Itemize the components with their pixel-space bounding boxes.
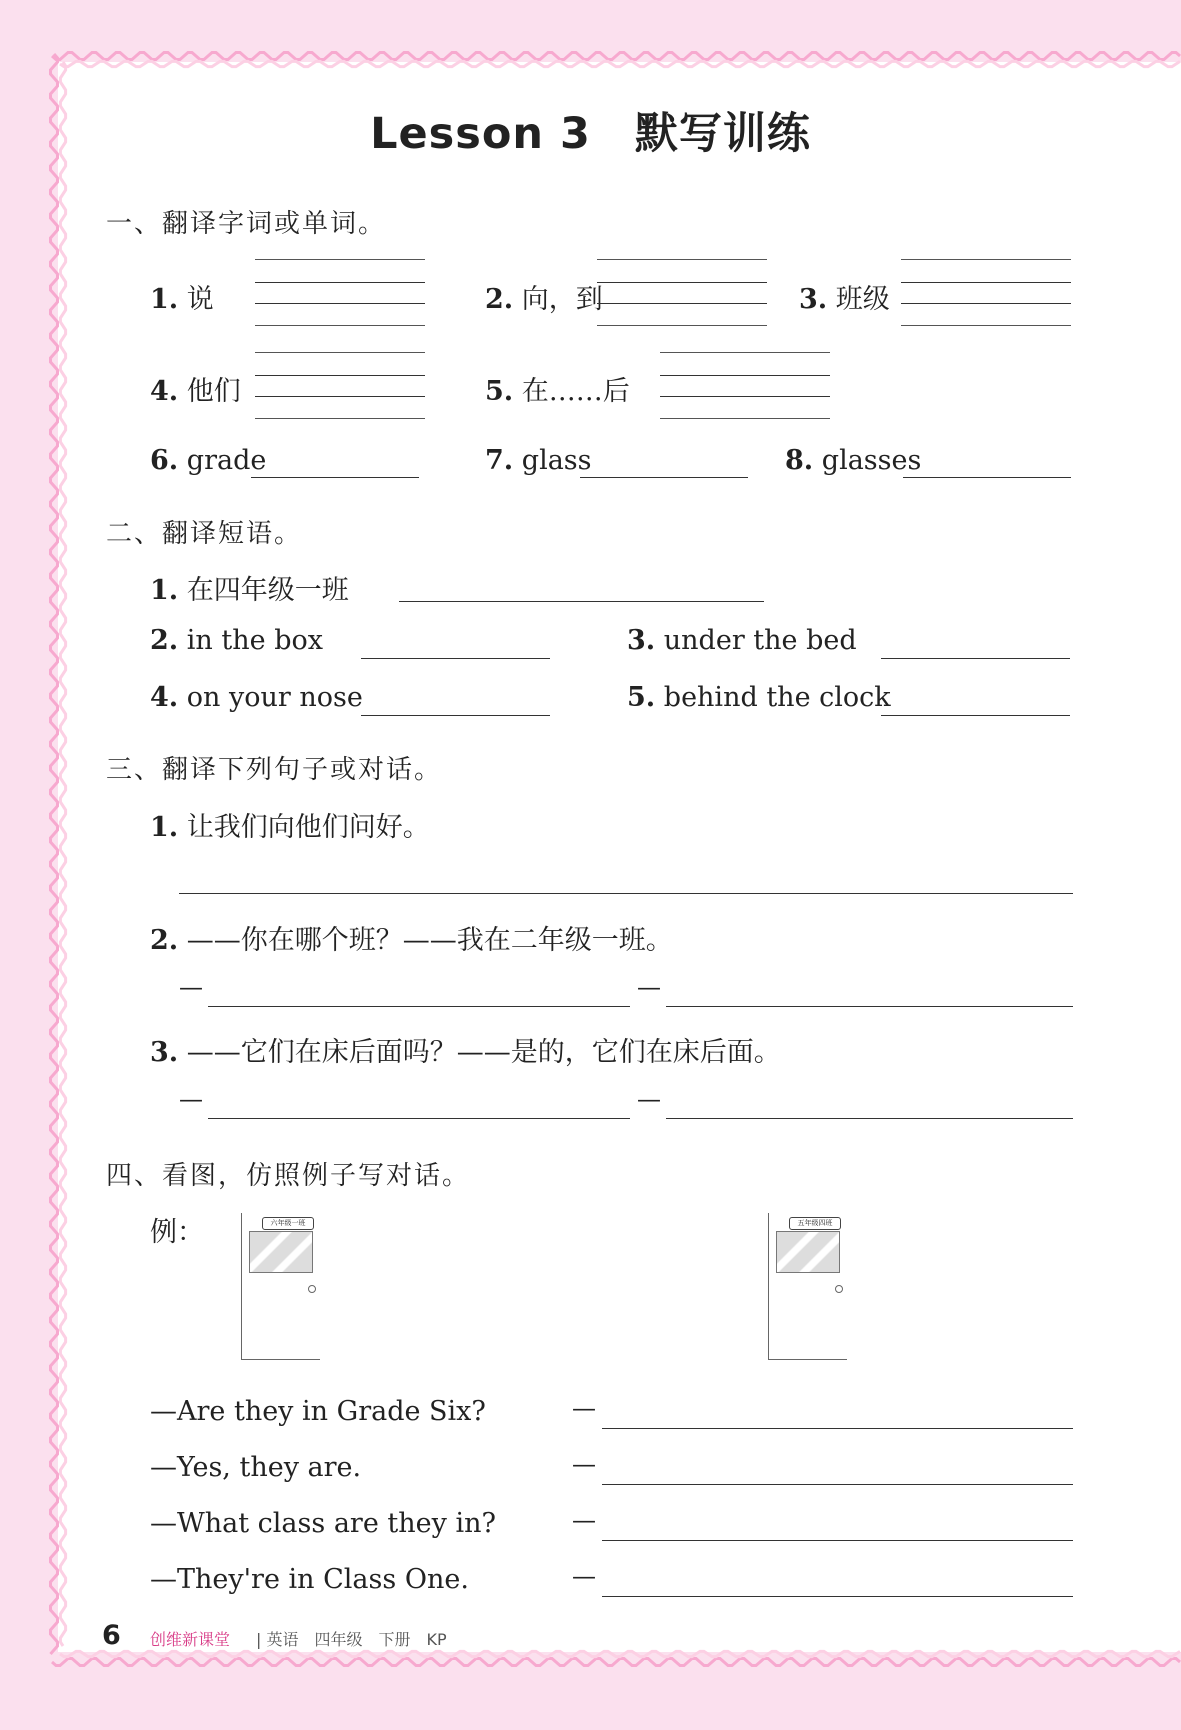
s2-item-3: 3. under the bed bbox=[627, 625, 857, 656]
example-line-3: —What class are they in? bbox=[150, 1508, 496, 1539]
section2-heading: 二、翻译短语。 bbox=[106, 519, 303, 549]
section4-heading: 四、看图，仿照例子写对话。 bbox=[106, 1161, 471, 1191]
example-line-1: —Are they in Grade Six? bbox=[150, 1396, 486, 1427]
s3-item-3: 3. ——它们在床后面吗？——是的，它们在床后面。 bbox=[150, 1037, 781, 1068]
s3-dash-3a: — bbox=[179, 1085, 203, 1113]
book-info: | 英语 四年级 下册 KP bbox=[256, 1630, 447, 1649]
door-sign-2: 五年级四班 bbox=[789, 1217, 841, 1230]
s1-item-6: 6. grade bbox=[150, 445, 267, 476]
s4-answer-4[interactable] bbox=[602, 1596, 1073, 1597]
s1-item-8: 8. glasses bbox=[785, 445, 922, 476]
classroom-door-picture-1 bbox=[241, 1213, 320, 1360]
example-line-2: —Yes, they are. bbox=[150, 1452, 362, 1483]
s2-answer-5[interactable] bbox=[881, 715, 1070, 716]
example-line-4: —They're in Class One. bbox=[150, 1564, 469, 1595]
section1-heading: 一、翻译字词或单词。 bbox=[106, 209, 387, 239]
s2-item-4: 4. on your nose bbox=[150, 682, 363, 713]
s2-answer-1[interactable] bbox=[399, 601, 764, 602]
s1-item-4: 4. 他们 bbox=[150, 376, 241, 407]
s3-answer-3b[interactable] bbox=[666, 1118, 1073, 1119]
s3-dash-2a: — bbox=[179, 973, 203, 1001]
s3-item-2: 2. ——你在哪个班？——我在二年级一班。 bbox=[150, 925, 673, 956]
s3-answer-2a[interactable] bbox=[208, 1006, 630, 1007]
s1-item-3: 3. 班级 bbox=[799, 284, 890, 315]
page-title: Lesson 3 默写训练 bbox=[370, 109, 811, 159]
s3-answer-2b[interactable] bbox=[666, 1006, 1073, 1007]
s2-item-2: 2. in the box bbox=[150, 625, 323, 656]
s4-dash-4: — bbox=[572, 1562, 596, 1590]
s3-item-1: 1. 让我们向他们问好。 bbox=[150, 812, 430, 843]
s4-dash-3: — bbox=[572, 1506, 596, 1534]
door-window-1 bbox=[249, 1231, 313, 1273]
s2-answer-2[interactable] bbox=[361, 658, 550, 659]
s3-answer-1[interactable] bbox=[179, 893, 1073, 894]
s4-dash-2: — bbox=[572, 1450, 596, 1478]
s2-item-5: 5. behind the clock bbox=[627, 682, 891, 713]
s1-item-5: 5. 在……后 bbox=[485, 376, 630, 407]
s4-answer-3[interactable] bbox=[602, 1540, 1073, 1541]
s1-answer-7[interactable] bbox=[580, 477, 748, 478]
example-label: 例： bbox=[150, 1217, 204, 1248]
door-knob-2 bbox=[835, 1285, 843, 1293]
s3-dash-2b: — bbox=[637, 973, 661, 1001]
s1-item-1: 1. 说 bbox=[150, 284, 214, 315]
page-number: 6 bbox=[102, 1620, 121, 1651]
s2-answer-3[interactable] bbox=[881, 658, 1070, 659]
s1-answer-6[interactable] bbox=[251, 477, 419, 478]
door-knob-1 bbox=[308, 1285, 316, 1293]
section3-heading: 三、翻译下列句子或对话。 bbox=[106, 755, 443, 785]
s1-item-7: 7. glass bbox=[485, 445, 592, 476]
s3-dash-3b: — bbox=[637, 1085, 661, 1113]
s4-answer-1[interactable] bbox=[602, 1428, 1073, 1429]
door-sign-1: 六年级一班 bbox=[262, 1217, 314, 1230]
brand-name: 创维新课堂 bbox=[150, 1630, 231, 1649]
door-window-2 bbox=[776, 1231, 840, 1273]
s3-answer-3a[interactable] bbox=[208, 1118, 630, 1119]
s2-item-1: 1. 在四年级一班 bbox=[150, 575, 349, 606]
s4-dash-1: — bbox=[572, 1394, 596, 1422]
s1-item-2: 2. 向，到 bbox=[485, 284, 603, 315]
s1-answer-8[interactable] bbox=[903, 477, 1071, 478]
s4-answer-2[interactable] bbox=[602, 1484, 1073, 1485]
s2-answer-4[interactable] bbox=[361, 715, 550, 716]
classroom-door-picture-2 bbox=[768, 1213, 847, 1360]
